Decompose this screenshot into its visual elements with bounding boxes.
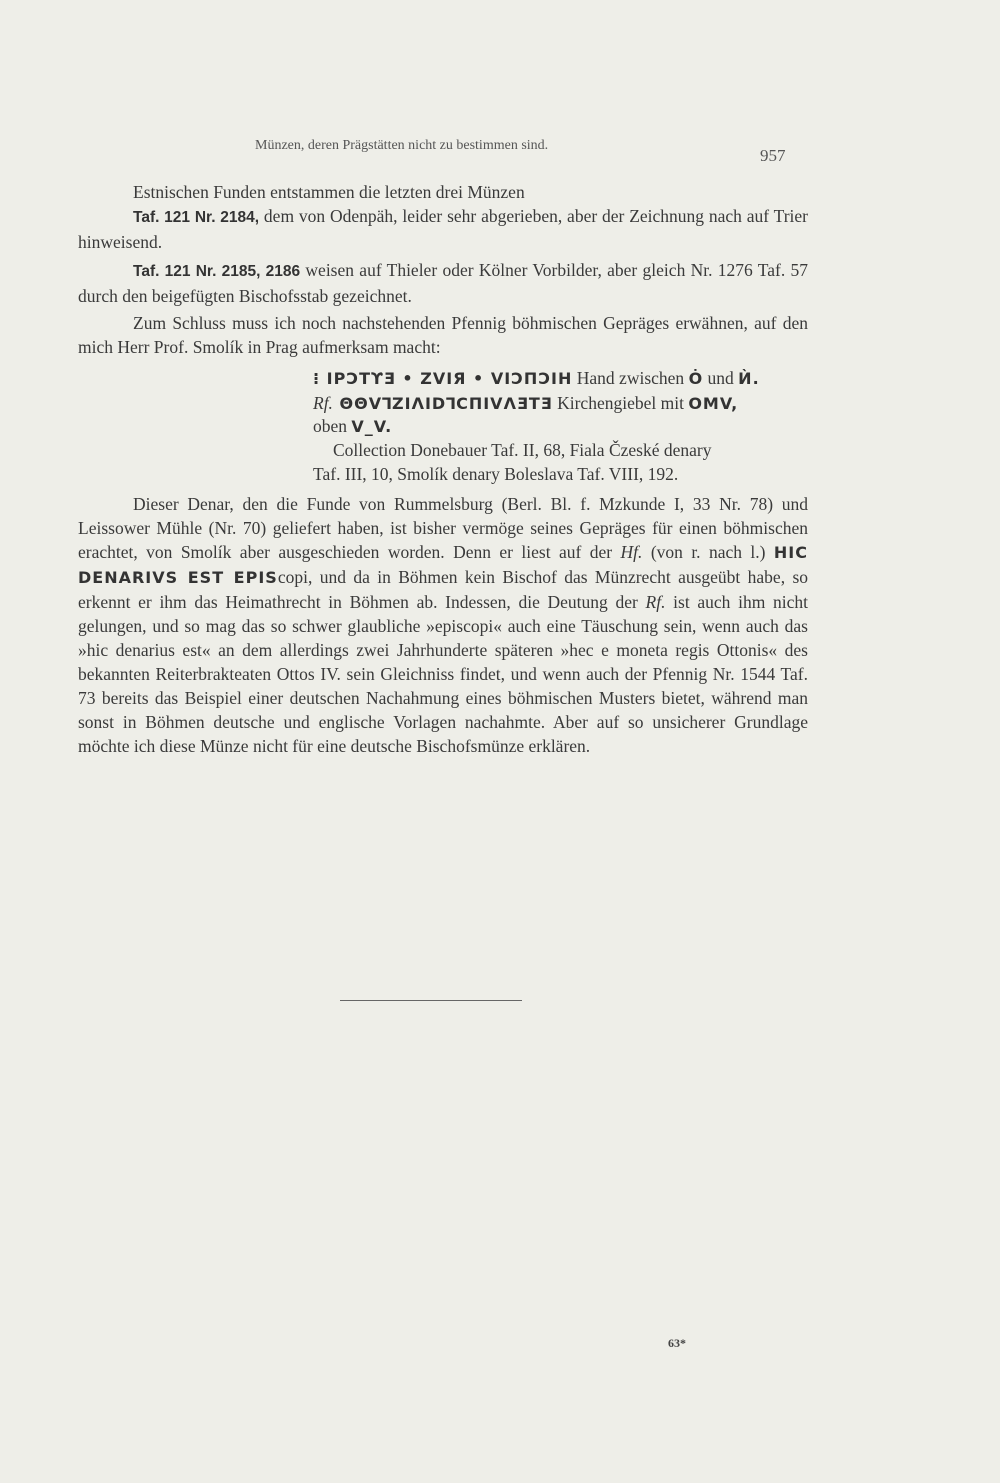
page-number: 957: [760, 146, 786, 165]
paragraph-3: [78, 258, 808, 308]
obverse-conjunction: und: [703, 368, 739, 388]
plate-reference: Taf. 121 Nr. 2185, 2186: [133, 263, 301, 280]
obverse-symbol-1: Ȯ: [688, 369, 704, 388]
paragraph-1-text: Estnischen Funden entstammen die letzten drei Münzen: [133, 182, 525, 202]
final-text-a: Dieser Denar, den die Funde von Rummelsburg (Berl. Bl. f. Mzkunde I, 33 Nr. 78) und Leissower Mühle (Nr. 70) geliefert haben, ist bisher vermöge seines Gepräges für einen böhmischen erachtet, von Smolík aber ausgeschieden worden. Denn er liest auf der: [78, 494, 808, 562]
paragraph-3-text: weisen auf Thieler oder Kölner Vorbilder, aber gleich Nr. 1276 Taf. 57 durch den beigefügten Bischofsstab gezeichnet.: [78, 260, 808, 306]
paragraph-4: [78, 311, 808, 359]
paragraph-2-text: dem von Odenpäh, leider sehr abgerieben, aber der Zeichnung nach auf Trier hinweisend.: [78, 206, 808, 252]
obverse-legend: ⁝ IPƆTϒƎ • ZVIЯ • VIƆΠƆIH: [313, 369, 573, 388]
obverse-symbol-2: Ѝ.: [738, 369, 760, 388]
rf-abbrev: Rf.: [645, 592, 666, 612]
hf-abbrev: Hf.: [620, 542, 643, 562]
paragraph-4-text: Zum Schluss muss ich noch nachstehenden Pfennig böhmischen Gepräges erwähnen, auf den mich Herr Prof. Smolík in Prag aufmerksam macht:: [78, 313, 808, 357]
coin-reverse: [313, 391, 738, 416]
coin-legend-inline: HIC DENARIVS EST EPIS: [78, 543, 808, 587]
running-header: Münzen, deren Prägstätten nicht zu bestimmen sind.: [255, 138, 549, 153]
paragraph-1: [78, 180, 808, 204]
reverse-description: Kirchengiebel mit: [552, 393, 689, 413]
reverse-symbol-2: V_V.: [351, 417, 393, 436]
reverse-legend: ΘΘVꓶZIΛIDꓶCΠIVΛƎTƎ: [332, 394, 553, 413]
paragraph-final: [78, 492, 808, 758]
collection-reference-1: Collection Donebauer Taf. II, 68, Fiala Čzeské denary: [333, 440, 712, 460]
section-divider: [340, 1000, 522, 1001]
obverse-description: Hand zwischen: [572, 368, 689, 388]
reverse-label: Rf.: [313, 393, 333, 413]
paragraph-2: [78, 204, 808, 254]
coin-reverse-line-2: [313, 414, 392, 439]
final-text-b: (von r. nach l.): [642, 542, 774, 562]
coin-obverse: [313, 366, 760, 391]
plate-reference: Taf. 121 Nr. 2184,: [133, 209, 260, 226]
reverse-symbol-1: OMV,: [688, 394, 739, 413]
final-text-c: copi, und da in Böhmen kein Bischof das Münzrecht ausgeübt habe, so erkennt er ihm das Heimathrecht in Böhmen ab. Indessen, die Deutung der: [78, 567, 808, 612]
final-text-d: ist auch ihm nicht gelungen, und so mag das so schwer glaubliche »episcopi« auch eine Täuschung sein, wenn auch das »hic denarius est« an dem allerdings zwei Jahrhunderte späteren »hec e moneta regis Ottonis« des bekannten Reiterbrakteaten Ottos IV. sein Gleichniss findet, und wenn auch der Pfennig Nr. 1544 Taf. 73 bereits das Beispiel einer deutschen Nachahmung eines böhmischen Musters bietet, während man sonst in Böhmen deutsche und englische Vorlagen nachahmte. Aber auf so unsicherer Grundlage möchte ich diese Münze nicht für eine deutsche Bischofsmünze erklären.: [78, 592, 808, 756]
signature-mark: 63*: [668, 1336, 686, 1350]
reverse-line-2-text: oben: [313, 416, 352, 436]
collection-reference-2: Taf. III, 10, Smolík denary Boleslava Taf. VIII, 192.: [313, 464, 679, 484]
